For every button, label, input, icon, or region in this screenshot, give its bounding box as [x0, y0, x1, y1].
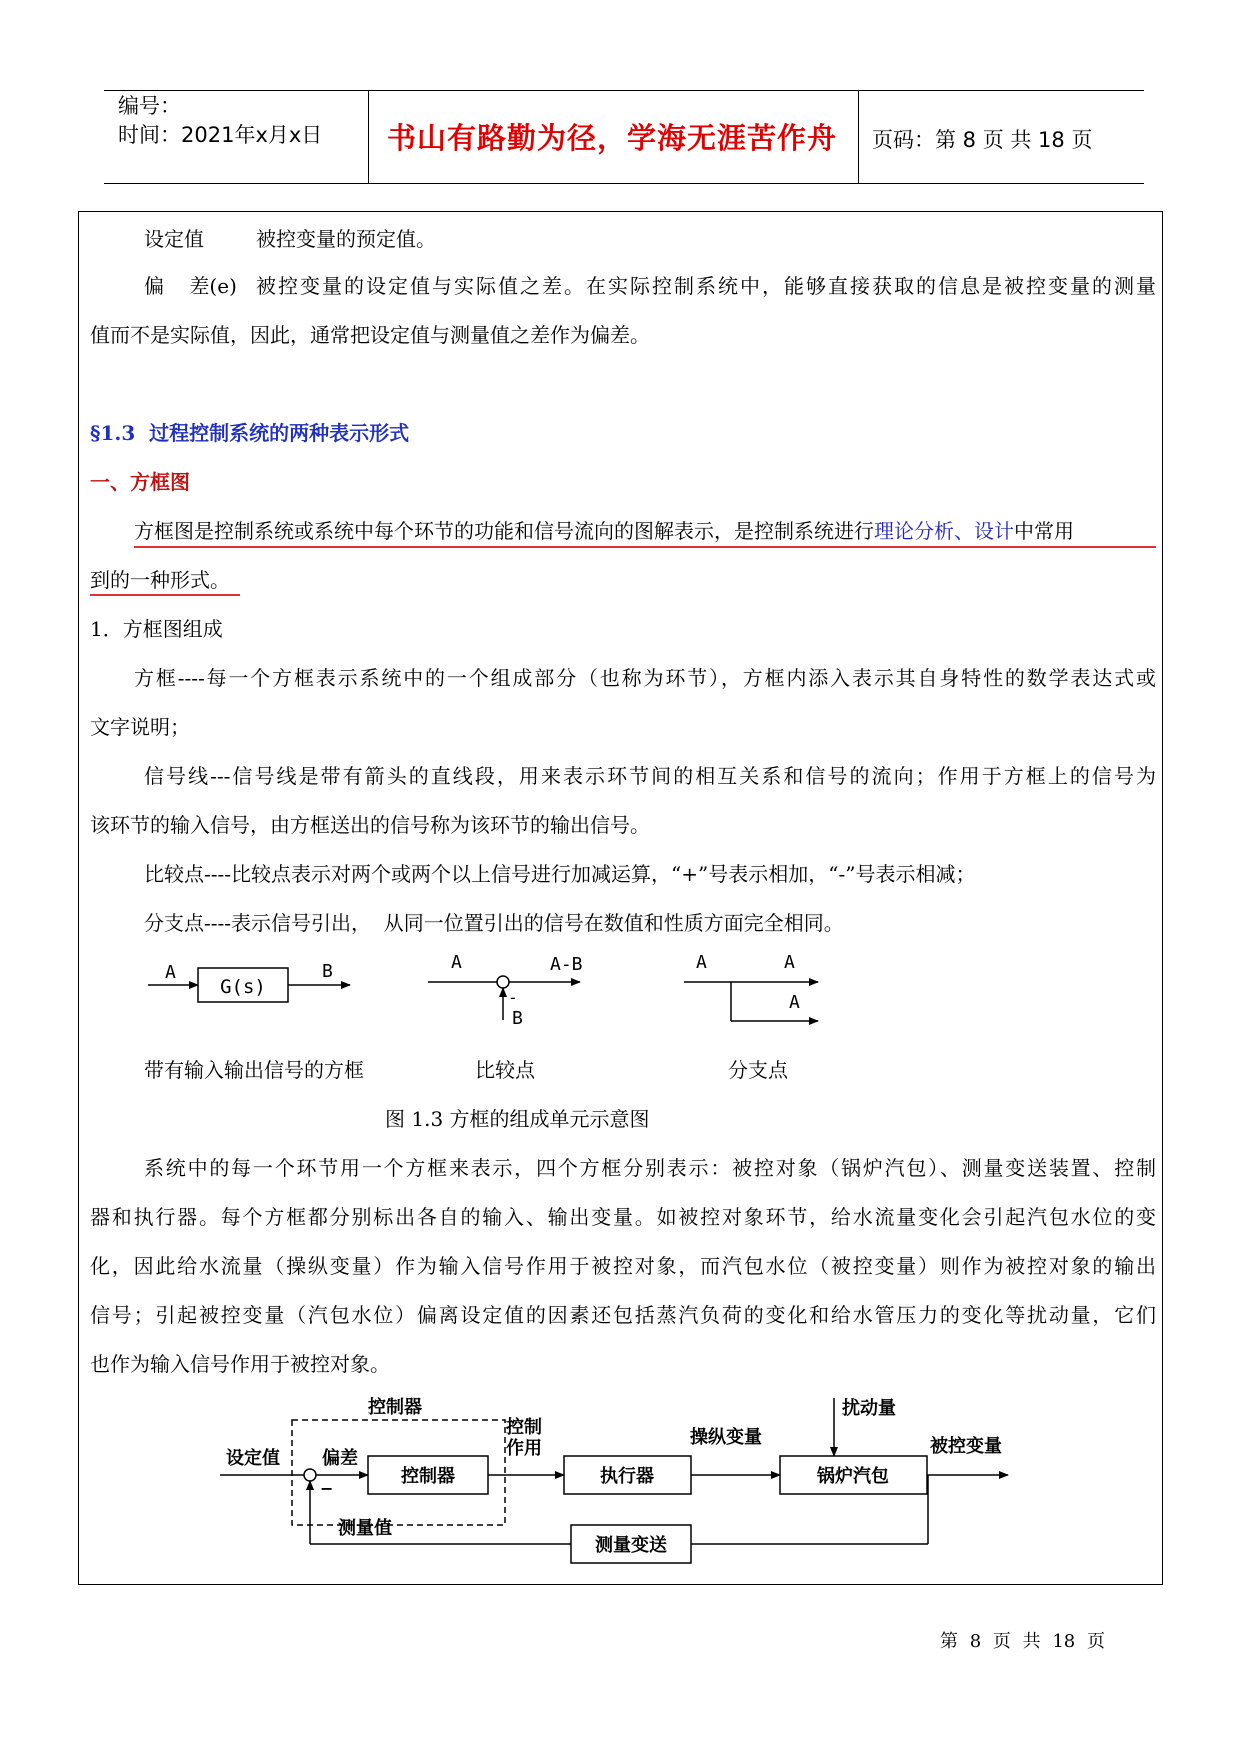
fig13-box-in-label: A [165, 962, 176, 983]
fig13-cmp-out-label: A-B [550, 954, 583, 975]
section-title: §1.3 过程控制系统的两种表示形式 [90, 421, 410, 445]
system-line1: 系统中的每一个环节用一个方框来表示，四个方框分别表示：被控对象（锅炉汽包）、测量变送装置、控制 [144, 1156, 1156, 1180]
controlled-variable-label: 被控变量 [930, 1436, 1002, 1457]
fig13-cmp-feedback-label: B [512, 1008, 523, 1029]
fig13-caption-compare: 比较点 [475, 1058, 535, 1082]
control-action-label-line1: 控制 [506, 1417, 542, 1438]
doc-time: 时间：2021年x月x日 [118, 123, 323, 147]
intro-text-a: 方框图是控制系统或系统中每个环节的功能和信号流向的图解表示，是控制系统进行 [134, 519, 874, 543]
fig13-cmp-in-label: A [451, 952, 462, 973]
def-setpoint-term: 设定值 [144, 227, 204, 251]
box-def-line2: 文字说明； [90, 715, 190, 739]
fig13-caption-branch: 分支点 [728, 1058, 788, 1082]
intro-link[interactable]: 理论分析、设计 [874, 519, 1014, 543]
fig13-br-out2-label: A [789, 992, 800, 1013]
fig13-br-in-label: A [696, 952, 707, 973]
system-line2: 器和执行器。每个方框都分别标出各自的输入、输出变量。如被控对象环节，给水流量变化会引起汽包水位的变 [90, 1205, 1156, 1229]
header-page-number: 页码：第 8 页 共 18 页 [872, 128, 1093, 152]
doc-number: 编号： [118, 94, 181, 118]
error-label: 偏差 [322, 1448, 358, 1469]
intro-text-b: 中常用 [1014, 519, 1074, 543]
controller-group-label: 控制器 [368, 1397, 422, 1418]
plant-label: 锅炉汽包 [817, 1466, 889, 1487]
fig13-cmp-minus: - [508, 988, 518, 1007]
system-line4: 信号；引起被控变量（汽包水位）偏离设定值的因素还包括蒸汽负荷的变化和给水管压力的变化等扰动量，它们 [90, 1303, 1156, 1327]
fig13-br-out1-label: A [784, 952, 795, 973]
signal-def-line1: 信号线---信号线是带有箭头的直线段，用来表示环节间的相互关系和信号的流向；作用于方框上的信号为 [144, 764, 1156, 788]
signal-def-line2: 该环节的输入信号，由方框送出的信号称为该环节的输出信号。 [90, 813, 650, 837]
minus-sign: − [320, 1479, 334, 1498]
fig13-box-out-label: B [322, 961, 333, 982]
measured-value-label: 测量值 [338, 1518, 392, 1539]
fig13-title: 图 1.3 方框的组成单元示意图 [385, 1107, 650, 1131]
transmitter-label: 测量变送 [595, 1535, 667, 1556]
controller-label: 控制器 [401, 1466, 455, 1487]
disturbance-label: 扰动量 [842, 1398, 896, 1419]
def-setpoint-text: 被控变量的预定值。 [256, 227, 436, 251]
compare-def: 比较点----比较点表示对两个或两个以上信号进行加减运算，“+”号表示相加，“-”号表示相减； [144, 862, 976, 886]
control-action-label-line2: 作用 [506, 1438, 542, 1459]
fig13-caption-box: 带有输入输出信号的方框 [144, 1058, 364, 1082]
def-error-text-line1: 被控变量的设定值与实际值之差。在实际控制系统中，能够直接获取的信息是被控变量的测量 [256, 274, 1156, 298]
actuator-label: 执行器 [600, 1466, 654, 1487]
manipulated-variable-label: 操纵变量 [690, 1427, 762, 1448]
intro-line2: 到的一种形式。 [90, 568, 230, 592]
branch-def: 分支点----表示信号引出， 从同一位置引出的信号在数值和性质方面完全相同。 [144, 911, 844, 935]
header-motto: 书山有路勤为径，学海无涯苦作舟 [386, 121, 837, 155]
setpoint-label: 设定值 [226, 1448, 280, 1469]
def-error-term: 偏 差(e) [144, 274, 237, 298]
box-def-line1: 方框----每一个方框表示系统中的一个组成部分（也称为环节），方框内添入表示其自身特性的数学表达式或 [134, 666, 1156, 690]
system-line5: 也作为输入信号作用于被控对象。 [90, 1352, 390, 1376]
system-line3: 化，因此给水流量（操纵变量）作为输入信号作用于被控对象，而汽包水位（被控变量）则作为被控对象的输出 [90, 1254, 1156, 1278]
footer-page-number: 第 8 页 共 18 页 [940, 1631, 1105, 1652]
def-error-text-line2: 值而不是实际值，因此，通常把设定值与测量值之差作为偏差。 [90, 323, 650, 347]
fig13-box-label: G(s) [220, 976, 266, 998]
item1-title: 1．方框图组成 [90, 617, 223, 641]
summing-junction [304, 1469, 316, 1481]
subsection-title: 一、方框图 [90, 470, 190, 494]
